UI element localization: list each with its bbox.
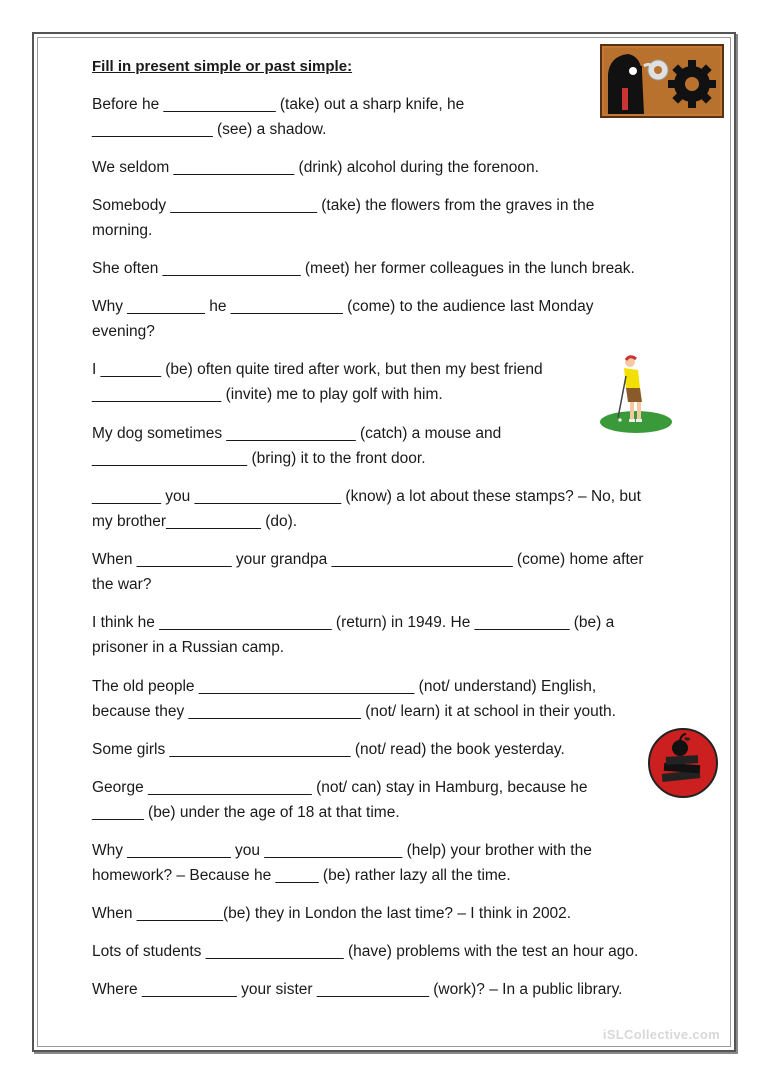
- worksheet-inner-border: [37, 37, 731, 1047]
- question-17: [92, 977, 682, 1002]
- question-12-line-1: Some girls _____________________ (not/ read) the book yesterday.: [92, 741, 565, 758]
- question-8: [92, 484, 682, 534]
- question-5-line-1: Why _________ he _____________ (come) to the audience last Monday: [92, 298, 594, 315]
- question-14-line-2: homework? – Because he _____ (be) rather lazy all the time.: [92, 867, 511, 884]
- question-6: [92, 357, 592, 407]
- question-11-line-1: The old people _________________________ (not/ understand) English,: [92, 678, 597, 695]
- question-6-line-1: I _______ (be) often quite tired after work, but then my best friend: [92, 361, 543, 378]
- question-3-line-2: morning.: [92, 222, 153, 239]
- question-5: [92, 294, 682, 344]
- question-1-line-1: Before he _____________ (take) out a sharp knife, he: [92, 96, 465, 113]
- question-11-line-2: because they ____________________ (not/ learn) it at school in their youth.: [92, 703, 616, 720]
- question-3: [92, 193, 682, 243]
- worksheet-title: Fill in present simple or past simple:: [92, 58, 353, 75]
- question-1-line-2: ______________ (see) a shadow.: [92, 121, 327, 138]
- question-14-line-1: Why ____________ you ________________ (help) your brother with the: [92, 842, 592, 859]
- question-3-line-1: Somebody _________________ (take) the flowers from the graves in the: [92, 197, 595, 214]
- question-4: [92, 256, 682, 281]
- question-1: [92, 92, 682, 142]
- watermark: iSLCollective.com: [602, 1027, 720, 1042]
- question-7-line-1: My dog sometimes _______________ (catch) a mouse and: [92, 425, 502, 442]
- question-13-line-1: George ___________________ (not/ can) stay in Hamburg, because he: [92, 779, 588, 796]
- question-7: [92, 421, 682, 471]
- question-14: [92, 838, 682, 888]
- question-5-line-2: evening?: [92, 323, 155, 340]
- question-9-line-1: When ___________ your grandpa _____________________ (come) home after: [92, 551, 644, 568]
- question-10-line-1: I think he ____________________ (return) in 1949. He ___________ (be) a: [92, 614, 615, 631]
- question-4-line-1: She often ________________ (meet) her former colleagues in the lunch break.: [92, 260, 635, 277]
- worksheet-frame: [32, 32, 736, 1052]
- question-8-line-2: my brother___________ (do).: [92, 513, 298, 530]
- question-12: [92, 737, 682, 762]
- question-9-line-2: the war?: [92, 576, 152, 593]
- question-16-line-1: Lots of students ________________ (have) problems with the test an hour ago.: [92, 943, 639, 960]
- question-2-line-1: We seldom ______________ (drink) alcohol during the forenoon.: [92, 159, 539, 176]
- question-2: [92, 155, 682, 180]
- question-13: [92, 775, 682, 825]
- question-15: [92, 901, 682, 926]
- question-7-line-2: __________________ (bring) it to the front door.: [92, 450, 426, 467]
- question-17-line-1: Where ___________ your sister _____________ (work)? – In a public library.: [92, 981, 623, 998]
- question-13-line-2: ______ (be) under the age of 18 at that time.: [92, 804, 400, 821]
- question-9: [92, 547, 682, 597]
- question-16: [92, 939, 682, 964]
- question-8-line-1: ________ you _________________ (know) a lot about these stamps? – No, but: [92, 488, 641, 505]
- question-10-line-2: prisoner in a Russian camp.: [92, 639, 285, 656]
- question-6-line-2: _______________ (invite) me to play golf with him.: [92, 386, 443, 403]
- question-10: [92, 610, 682, 660]
- question-11: [92, 674, 682, 724]
- question-15-line-1: When __________(be) they in London the last time? – I think in 2002.: [92, 905, 572, 922]
